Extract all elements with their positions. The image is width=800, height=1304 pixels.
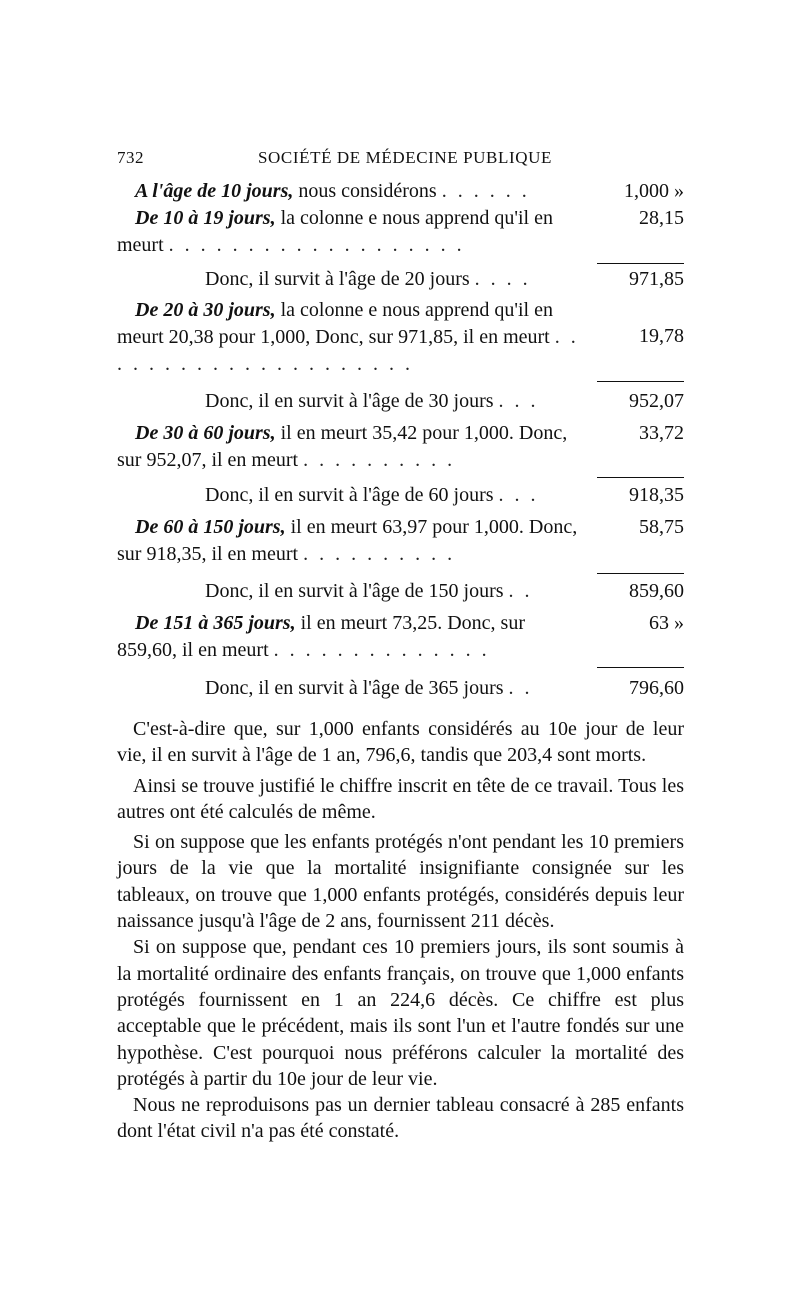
sum-rule [597,381,684,382]
leader-dots: . . . . . . [441,180,530,202]
ledger-amount: 1,000 » [624,180,684,202]
paragraph: Ainsi se trouve justifié le chiffre inscrit en tête de ce travail. Tous les autres ont été calculés de même. [117,774,684,823]
ledger-row-text: la colonne e nous apprend qu'il en meurt [117,207,553,256]
sum-rule [597,477,684,478]
ledger-amount: 33,72 [639,422,684,444]
leader-dots: . . [508,580,533,602]
leader-dots: . . . . . . . . . . . . . . . . . . . [168,234,465,256]
running-head: SOCIÉTÉ DE MÉDECINE PUBLIQUE [258,148,552,167]
ledger-total-row [117,578,684,605]
leader-dots: . . . [498,390,539,412]
leader-dots: . . . . . . . . . . . . . . . . . . . . . [117,326,579,375]
ledger-total-row [117,482,684,509]
ledger-amount: 19,78 [639,325,684,347]
leader-dots: . . [508,677,533,699]
body-text [117,716,684,1145]
leader-dots: . . . . . . . . . . [303,543,456,565]
ledger-amount: 971,85 [629,268,684,290]
ledger-row-lead: De 151 à 365 jours, [135,612,296,634]
ledger-row-text: il en meurt 63,97 pour 1,000. Donc, sur 918,35, il en meurt [117,516,578,565]
ledger-amount: 796,60 [629,677,684,699]
leader-dots: . . . . . . . . . . [303,449,456,471]
paragraph: Nous ne reproduisons pas un dernier tableau consacré à 285 enfants dont l'état civil n'a pas été constaté. [117,1094,684,1143]
leader-dots: . . . . [474,268,531,290]
ledger-row-text: Donc, il survit à l'âge de 20 jours [205,268,470,290]
ledger-total-row [117,388,684,415]
ledger-amount: 63 » [649,612,684,634]
sum-rule [597,573,684,574]
ledger-row-lead: De 30 à 60 jours, [135,422,276,444]
ledger-row-text: il en meurt 35,42 pour 1,000. Donc, sur 952,07, il en meurt [117,422,568,471]
ledger-row-lead: De 10 à 19 jours, [135,207,276,229]
ledger-row-text: la colonne e nous apprend qu'il en meurt 20,38 pour 1,000, Donc, sur 971,85, il en meurt [117,299,553,348]
leader-dots: . . . . . . . . . . . . . . [273,639,490,661]
ledger-row [117,178,684,205]
ledger-row [117,297,587,378]
paragraph: C'est-à-dire que, sur 1,000 enfants considérés au 10e jour de leur vie, il en survit à l'âge de 1 an, 796,6, tandis que 203,4 sont morts. [117,718,684,767]
ledger-row [117,205,587,259]
ledger-row-lead: De 60 à 150 jours, [135,516,286,538]
ledger-amount: 28,15 [639,207,684,229]
ledger-amount: 859,60 [629,580,684,602]
sum-rule [597,263,684,264]
ledger-row-text: Donc, il en survit à l'âge de 365 jours [205,677,504,699]
ledger-row [117,610,587,664]
leader-dots: . . . [498,484,539,506]
ledger-total-row [117,675,684,702]
page-number: 732 [117,148,144,167]
paragraph: Si on suppose que, pendant ces 10 premiers jours, ils sont soumis à la mortalité ordinaire des enfants français, on trouve que 1,000 enfants protégés fournissent en 1 an 224,6 décès. Ce chiffre est plus acceptable que le précédent, mais ils sont l'un et l'autre fondés sur une hypothèse. C'est pourquoi nous préférons calculer la mortalité des protégés à partir du 10e jour de leur vie. [117,936,684,1090]
ledger-row-text: il en meurt 73,25. Donc, sur 859,60, il en meurt [117,612,525,661]
paragraph: Si on suppose que les enfants protégés n'ont pendant les 10 premiers jours de la vie que la mortalité insignifiante consignée sur les tableaux, on trouve que 1,000 enfants protégés, considérés depuis leur naissance jusqu'à l'âge de 2 ans, fournissent 211 décès. [117,831,684,933]
ledger-row [117,514,587,568]
ledger-row-text: Donc, il en survit à l'âge de 60 jours [205,484,494,506]
ledger-amount: 58,75 [639,516,684,538]
ledger-row-text: Donc, il en survit à l'âge de 30 jours [205,390,494,412]
ledger-amount: 952,07 [629,390,684,412]
sum-rule [597,667,684,668]
ledger-row-lead: A l'âge de 10 jours, [135,180,294,202]
ledger-row [117,420,587,474]
ledger-row-lead: De 20 à 30 jours, [135,299,276,321]
ledger-row-text: Donc, il en survit à l'âge de 150 jours [205,580,504,602]
ledger-row-text: nous considérons [293,180,437,202]
ledger-amount: 918,35 [629,484,684,506]
ledger-total-row [117,266,684,293]
